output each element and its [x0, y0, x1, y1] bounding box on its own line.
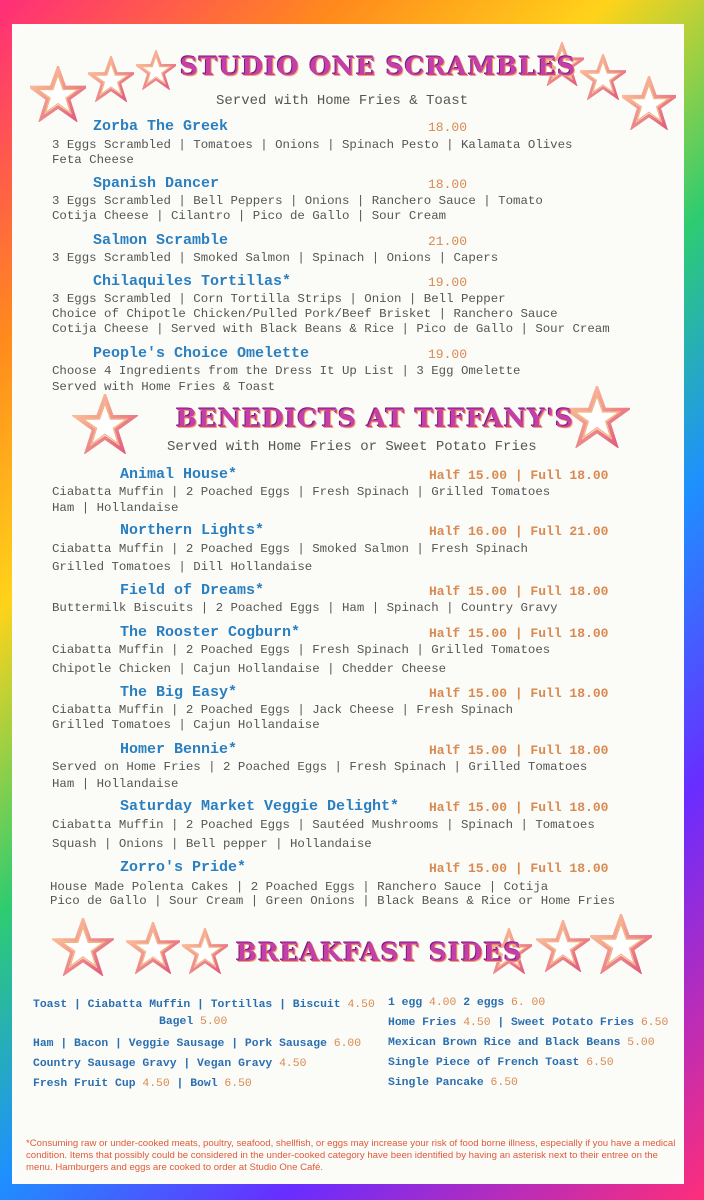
- star-icon: [536, 920, 590, 972]
- menu-item-name: Northern Lights*: [120, 522, 265, 539]
- menu-item-price: Half 15.00 | Full 18.00: [429, 626, 609, 641]
- section-title-benedicts: BENEDICTS AT TIFFANY'S: [176, 404, 575, 433]
- star-icon: [88, 56, 134, 102]
- menu-item-desc: 3 Eggs Scrambled | Smoked Salmon | Spinach | Onions | Capers: [52, 251, 499, 265]
- side-item-price: 5.00: [627, 1037, 655, 1049]
- side-item-price: 4.50: [347, 999, 375, 1011]
- side-item-label: Country Sausage Gravy | Vegan Gravy: [33, 1058, 280, 1070]
- menu-item-name: Chilaquiles Tortillas*: [93, 273, 292, 290]
- section-title-scrambles: STUDIO ONE SCRAMBLES: [180, 52, 577, 81]
- side-item-label: Bagel: [159, 1016, 201, 1028]
- side-item: [388, 997, 545, 1009]
- menu-item-name: Field of Dreams*: [120, 582, 265, 599]
- menu-item-desc: Cotija Cheese | Cilantro | Pico de Gallo | Sour Cream: [52, 209, 447, 223]
- menu-item-desc: Ham | Hollandaise: [52, 501, 179, 515]
- menu-item-price: 19.00: [428, 275, 468, 290]
- side-item-price: 5.00: [200, 1016, 228, 1028]
- menu-item-desc: 3 Eggs Scrambled | Corn Tortilla Strips | Onion | Bell Pepper: [52, 292, 506, 306]
- menu-item-desc: Chipotle Chicken | Cajun Hollandaise | Chedder Cheese: [52, 662, 447, 676]
- side-item-price: 4.50: [142, 1078, 170, 1090]
- menu-item-price: Half 15.00 | Full 18.00: [429, 686, 609, 701]
- side-item-label: Home Fries: [388, 1017, 464, 1029]
- menu-item-name: Salmon Scramble: [93, 232, 229, 249]
- side-item-price: 4.50: [463, 1017, 491, 1029]
- side-item-price: 6.50: [640, 1017, 669, 1029]
- side-item-label: Single Pancake: [388, 1077, 491, 1089]
- side-item: [388, 1017, 668, 1029]
- menu-item-price: Half 15.00 | Full 18.00: [429, 584, 609, 599]
- side-item: [33, 1058, 306, 1070]
- menu-item-price: Half 16.00 | Full 21.00: [429, 524, 609, 539]
- menu-item-desc: Feta Cheese: [52, 153, 134, 167]
- menu-item-name: The Big Easy*: [120, 684, 238, 701]
- side-item-price: 6.00: [333, 1038, 362, 1050]
- side-item: [33, 1038, 361, 1050]
- menu-item-price: Half 15.00 | Full 18.00: [429, 800, 609, 815]
- menu-item-name: Animal House*: [120, 466, 238, 483]
- menu-item-price: 18.00: [428, 177, 468, 192]
- side-item-label: 1 egg: [388, 997, 430, 1009]
- menu-item-desc: Buttermilk Biscuits | 2 Poached Eggs | Ham | Spinach | Country Gravy: [52, 601, 558, 615]
- section-title-sides: BREAKFAST SIDES: [236, 938, 523, 967]
- menu-item-desc: 3 Eggs Scrambled | Tomatoes | Onions | Spinach Pesto | Kalamata Olives: [52, 138, 573, 152]
- star-icon: [580, 54, 626, 100]
- menu-item-price: Half 15.00 | Full 18.00: [429, 468, 609, 483]
- star-icon: [30, 66, 86, 122]
- menu-item-desc: Choice of Chipotle Chicken/Pulled Pork/Beef Brisket | Ranchero Sauce: [52, 307, 558, 321]
- menu-item-desc: Ciabatta Muffin | 2 Poached Eggs | Jack Cheese | Fresh Spinach: [52, 703, 514, 717]
- star-icon: [72, 394, 138, 454]
- menu-item-desc: Squash | Onions | Bell pepper | Hollandaise: [52, 837, 372, 851]
- side-item: [33, 1078, 252, 1090]
- star-icon: [126, 922, 180, 974]
- menu-item-desc: Ciabatta Muffin | 2 Poached Eggs | Fresh Spinach | Grilled Tomatoes: [52, 485, 551, 499]
- menu-item-price: 19.00: [428, 347, 468, 362]
- side-item-label: Ham | Bacon | Veggie Sausage | Pork Sausage: [33, 1038, 334, 1050]
- star-icon: [590, 914, 652, 974]
- menu-item-desc: Served on Home Fries | 2 Poached Eggs | Fresh Spinach | Grilled Tomatoes: [52, 760, 588, 774]
- side-item-price: 6.50: [224, 1078, 252, 1090]
- side-item-label: 2 eggs: [456, 997, 512, 1009]
- menu-item-name: Homer Bennie*: [120, 741, 238, 758]
- menu-item-desc: Ciabatta Muffin | 2 Poached Eggs | Smoked Salmon | Fresh Spinach: [52, 542, 528, 556]
- menu-item-name: Saturday Market Veggie Delight*: [120, 798, 400, 815]
- section-subtitle-scrambles: Served with Home Fries & Toast: [216, 93, 469, 109]
- side-item-price: 6.50: [490, 1077, 518, 1089]
- side-item: [388, 1077, 518, 1089]
- menu-item-price: Half 15.00 | Full 18.00: [429, 861, 609, 876]
- side-item-label: Mexican Brown Rice and Black Beans: [388, 1037, 628, 1049]
- side-item-label: Toast | Ciabatta Muffin | Tortillas | Biscuit: [33, 999, 348, 1011]
- menu-item-desc: Served with Home Fries & Toast: [52, 380, 276, 394]
- star-icon: [52, 918, 114, 976]
- menu-item-name: Spanish Dancer: [93, 175, 220, 192]
- side-item-price: 6. 00: [511, 997, 546, 1009]
- menu-item-desc: Choose 4 Ingredients from the Dress It Up List | 3 Egg Omelette: [52, 364, 521, 378]
- menu-item-price: 18.00: [428, 120, 468, 135]
- menu-item-name: People's Choice Omelette: [93, 345, 310, 362]
- menu-item-name: The Rooster Cogburn*: [120, 624, 301, 641]
- menu-item-desc: Ciabatta Muffin | 2 Poached Eggs | Sautéed Mushrooms | Spinach | Tomatoes: [52, 818, 595, 832]
- menu-item-desc: Cotija Cheese | Served with Black Beans & Rice | Pico de Gallo | Sour Cream: [52, 322, 610, 336]
- star-icon: [136, 50, 176, 90]
- menu-item-price: 21.00: [428, 234, 468, 249]
- menu-item-price: Half 15.00 | Full 18.00: [429, 743, 609, 758]
- menu-item-desc: Pico de Gallo | Sour Cream | Green Onions | Black Beans & Rice or Home Fries: [50, 894, 616, 908]
- side-item: [388, 1037, 655, 1049]
- menu-item-desc: 3 Eggs Scrambled | Bell Peppers | Onions | Ranchero Sauce | Tomato: [52, 194, 543, 208]
- menu-item-desc: Ciabatta Muffin | 2 Poached Eggs | Fresh Spinach | Grilled Tomatoes: [52, 643, 551, 657]
- side-item-price: 6.50: [586, 1057, 614, 1069]
- menu-item-name: Zorba The Greek: [93, 118, 229, 135]
- side-item-price: 4.50: [279, 1058, 307, 1070]
- menu-item-desc: Grilled Tomatoes | Cajun Hollandaise: [52, 718, 320, 732]
- side-item-label: Fresh Fruit Cup: [33, 1078, 143, 1090]
- food-safety-disclaimer: *Consuming raw or under-cooked meats, poultry, seafood, shellfish, or eggs may increase your risk of food borne illness, especially if you have a medical condition. Items that possibly could be considered in the under-cooked category have been identified by having an asterisk next to their entree on the menu. Hamburgers and eggs are cooked to order at Studio One Café.: [26, 1138, 676, 1173]
- section-subtitle-benedicts: Served with Home Fries or Sweet Potato Fries: [167, 439, 537, 455]
- menu-item-name: Zorro's Pride*: [120, 859, 247, 876]
- side-item: [159, 1016, 227, 1028]
- side-item: [33, 999, 375, 1011]
- side-item-label: Single Piece of French Toast: [388, 1057, 587, 1069]
- star-icon: [182, 928, 228, 974]
- star-icon: [622, 76, 676, 130]
- side-item-label: | Sweet Potato Fries: [490, 1017, 641, 1029]
- side-item-label: | Bowl: [169, 1078, 225, 1090]
- menu-item-desc: House Made Polenta Cakes | 2 Poached Eggs | Ranchero Sauce | Cotija: [50, 880, 549, 894]
- side-item: [388, 1057, 614, 1069]
- side-item-price: 4.00: [429, 997, 457, 1009]
- menu-item-desc: Grilled Tomatoes | Dill Hollandaise: [52, 560, 313, 574]
- menu-item-desc: Ham | Hollandaise: [52, 777, 179, 791]
